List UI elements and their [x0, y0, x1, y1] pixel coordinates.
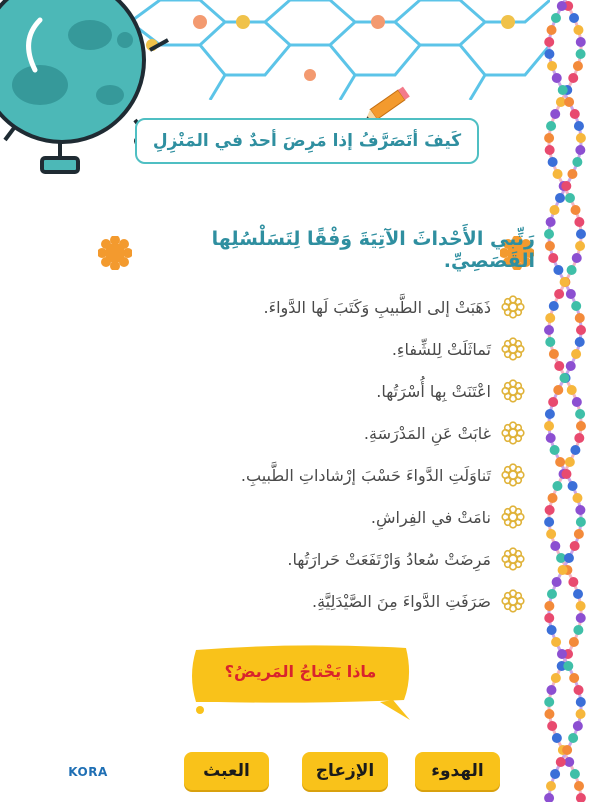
title-banner [135, 118, 479, 164]
event-text: غابَتْ عَنِ المَدْرَسَةِ. [363, 423, 491, 443]
event-text: تَناوَلَتِ الدَّواءَ حَسْبَ إرْشاداتِ الطَّبيبِ. [240, 465, 491, 485]
flower-outline-icon [501, 421, 525, 445]
page-title: كَيفَ أتَصَرَّفُ إذا مَرِضَ أحدٌ في المَنْزِلِ [152, 131, 462, 151]
event-text: اعْتَنَتْ بِها أُسْرَتُها. [376, 381, 491, 401]
event-text: صَرَفَتِ الدَّواءَ مِنَ الصَّيْدَلِيَّةِ. [312, 591, 491, 611]
list-item[interactable] [145, 370, 525, 412]
question-text: ماذا يَحْتاجُ المَريضُ؟ [224, 662, 377, 681]
instruction-text: رَتِّبي الأَحْداثَ الآتِيَةَ وَفْقًا لِتَسَلْسُلِها القَصَصِيِّ. [211, 228, 535, 272]
yellow-speech-shape [188, 642, 413, 722]
flower-outline-icon [501, 463, 525, 487]
flower-outline-icon [501, 379, 525, 403]
list-item[interactable] [145, 454, 525, 496]
event-text: نامَتْ في الفِراشِ. [370, 507, 491, 527]
answer-button-noise[interactable] [302, 752, 388, 790]
event-text: ذَهَبَتْ إلى الطَّبيبِ وَكَتَبَ لَها الدَّواءَ. [263, 297, 491, 317]
flower-outline-icon [501, 295, 525, 319]
list-item[interactable] [145, 580, 525, 622]
list-item[interactable] [145, 286, 525, 328]
list-item[interactable] [145, 328, 525, 370]
answer-button-calm[interactable] [415, 752, 500, 790]
event-text: تَماثَلَتْ لِلشِّفاءِ. [391, 339, 491, 359]
event-text: مَرِضَتْ سُعادُ وَارْتَفَعَتْ حَرارَتُها. [287, 549, 491, 569]
dna-strand-icon [535, 0, 595, 802]
list-item[interactable] [145, 496, 525, 538]
answer-label: الهدوء [431, 761, 484, 781]
flower-outline-icon [501, 505, 525, 529]
question-badge [188, 642, 413, 708]
answer-label: العبث [203, 761, 250, 781]
flower-outline-icon [501, 337, 525, 361]
molecule-pattern [130, 0, 550, 100]
list-item[interactable] [145, 412, 525, 454]
logo: KORA [68, 765, 108, 779]
flower-outline-icon [501, 547, 525, 571]
events-list [145, 286, 525, 622]
orange-flower-icon [98, 236, 132, 270]
answer-label: الإزعاج [315, 761, 375, 781]
answer-button-mess[interactable] [184, 752, 269, 790]
list-item[interactable] [145, 538, 525, 580]
flower-outline-icon [501, 589, 525, 613]
